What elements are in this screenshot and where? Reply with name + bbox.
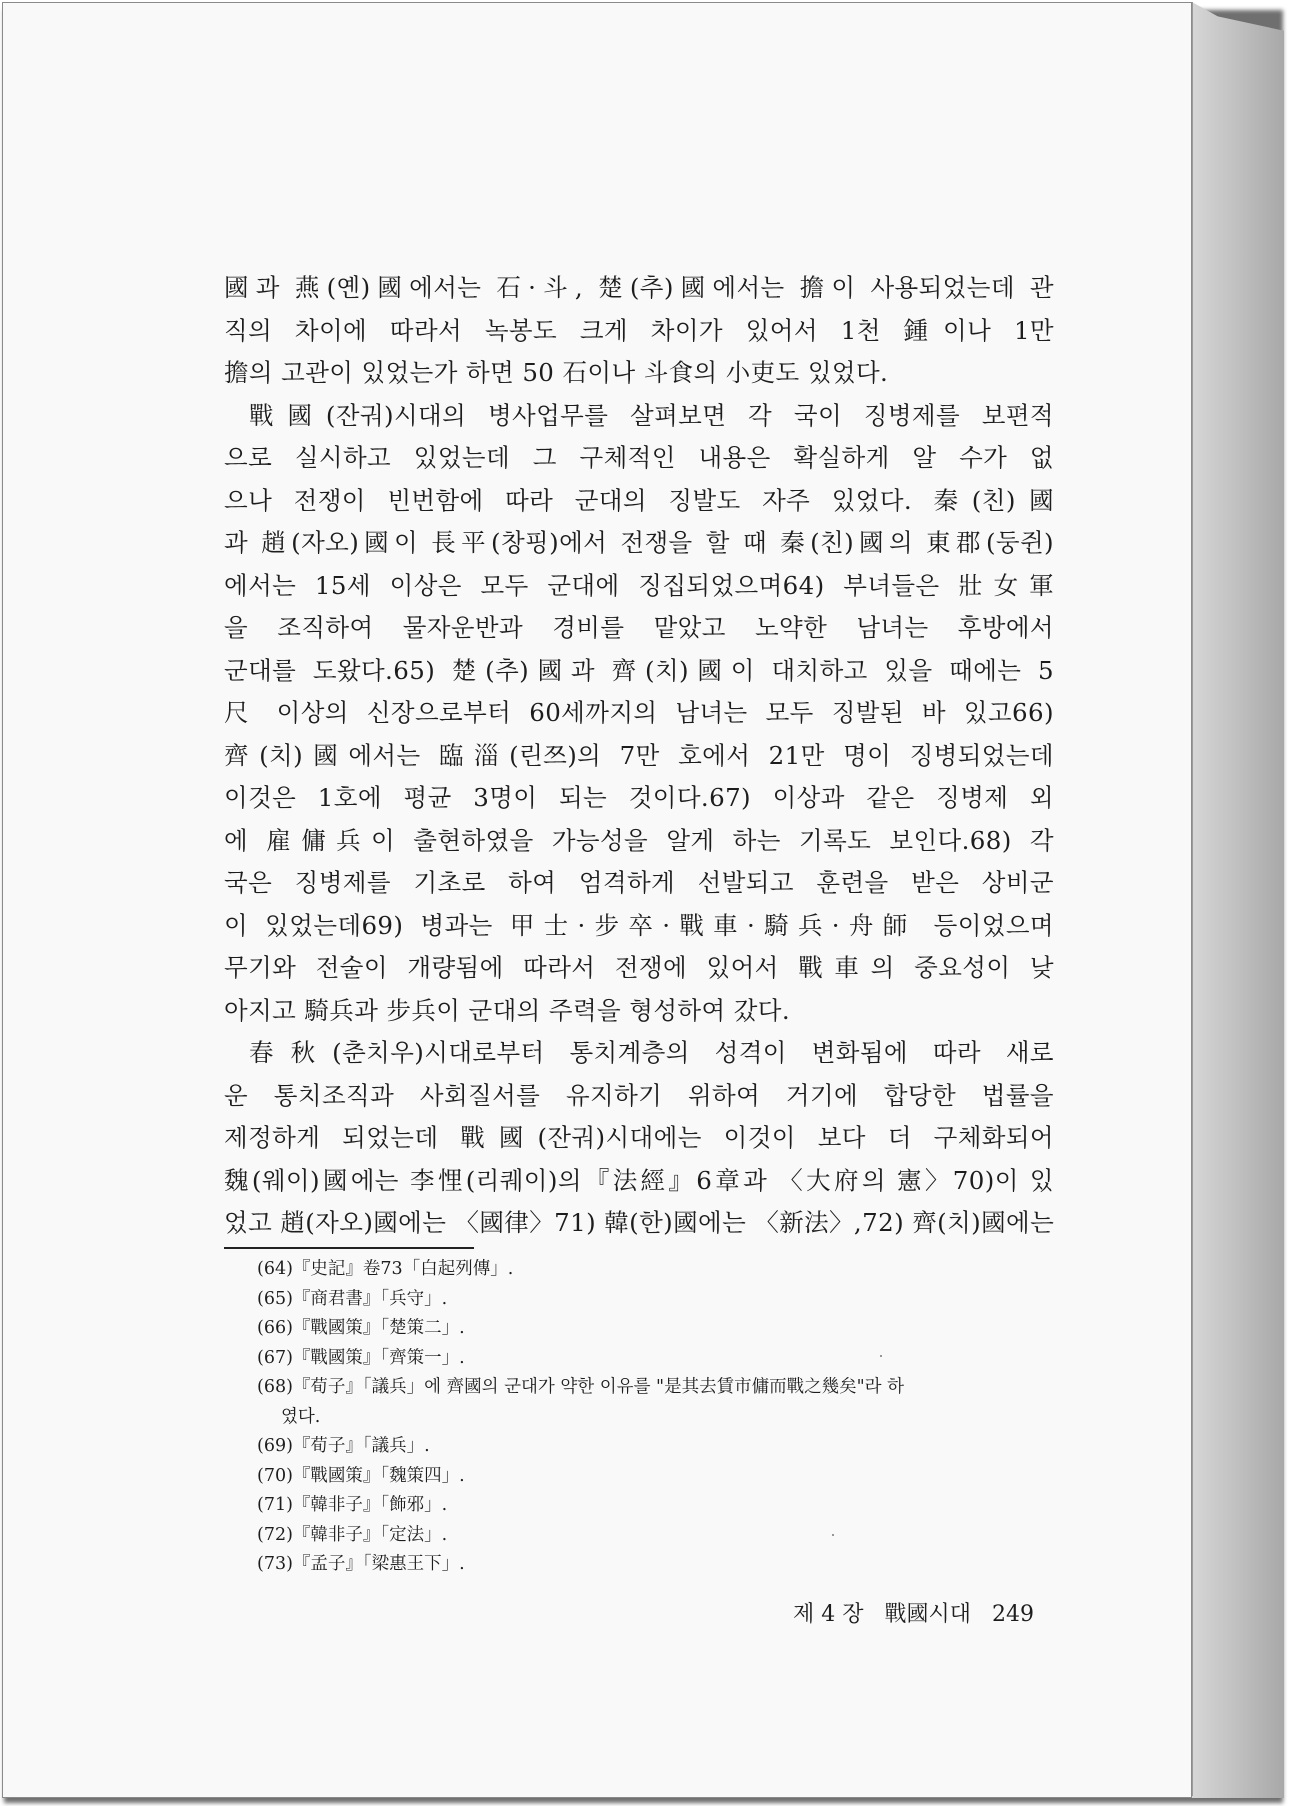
paper-speck (880, 1355, 882, 1357)
body-line: 戰國(잔궈)시대의 병사업무를 살펴보면 각 국이 징병제를 보편적 (249, 400, 1054, 430)
body-line: 尺 이상의 신장으로부터 60세까지의 남녀는 모두 징발된 바 있고66) (224, 698, 1054, 727)
footnote: (67)『戰國策』「齊策一」. (257, 1347, 465, 1368)
body-line: 군대를 도왔다.65) 楚(추)國과 齊(치)國이 대치하고 있을 때에는 5 (224, 655, 1054, 685)
footnote: (64)『史記』卷73「白起列傳」. (257, 1259, 514, 1279)
body-line: 었고 趙(자오)國에는 〈國律〉71) 韓(한)國에는 〈新法〉,72) 齊(치)國에는 (224, 1208, 1055, 1237)
body-line: 무기와 전술이 개량됨에 따라서 전쟁에 있어서 戰車의 중요성이 낮 (224, 953, 1054, 982)
footnote: (70)『戰國策』「魏策四」. (257, 1465, 465, 1486)
footnote: (72)『韓非子』「定法」. (257, 1524, 448, 1545)
body-line: 으나 전쟁이 빈번함에 따라 군대의 징발도 자주 있었다. 秦(친)國 (224, 485, 1054, 515)
footnote: (65)『商君書』「兵守」. (257, 1288, 448, 1309)
book-page (2, 2, 1192, 1798)
page-block-edge (1192, 2, 1284, 1798)
body-line: 운 통치조직과 사회질서를 유지하기 위하여 거기에 합당한 법률을 (224, 1080, 1054, 1110)
footnotes (257, 1255, 1057, 1580)
body-line: 이것은 1호에 평균 3명이 되는 것이다.67) 이상과 같은 징병제 외 (224, 783, 1054, 812)
footnote-separator (224, 1247, 474, 1249)
body-line: 국은 징병제를 기초로 하여 엄격하게 선발되고 훈련을 받은 상비군 (224, 868, 1054, 897)
body-line: 으로 실시하고 있었는데 그 구체적인 내용은 확실하게 알 수가 없 (224, 443, 1054, 472)
paper-speck (832, 1534, 834, 1536)
body-line: 아지고 騎兵과 步兵이 군대의 주력을 형성하여 갔다. (224, 995, 791, 1025)
body-line: 春秋(춘치우)시대로부터 통치계층의 성격이 변화됨에 따라 새로 (249, 1038, 1054, 1067)
body-line: 을 조직하여 물자운반과 경비를 맡았고 노약한 남녀는 후방에서 (224, 613, 1054, 642)
body-line: 이 있었는데69) 병과는 甲士·步卒·戰車·騎兵·舟師 등이었으며 (224, 910, 1054, 940)
body-line: 과 趙(자오)國이 長平(창핑)에서 전쟁을 할 때 秦(친)國의 東郡(둥쥔) (224, 528, 1054, 557)
page-number: 249 (992, 1602, 1034, 1627)
body-line: 직의 차이에 따라서 녹봉도 크게 차이가 있어서 1천 鍾이나 1만 (224, 315, 1054, 345)
body-text (224, 267, 1054, 1245)
body-line: 제정하게 되었는데 戰國(잔궈)시대에는 이것이 보다 더 구체화되어 (224, 1123, 1054, 1152)
section-label: 戰國시대 (884, 1602, 971, 1627)
body-line: 에서는 15세 이상은 모두 군대에 징집되었으며64) 부녀들은 壯女軍 (224, 570, 1054, 600)
footnote-continuation: 였다. (281, 1406, 321, 1427)
body-line: 齊(치)國에서는 臨淄(린쯔)의 7만 호에서 21만 명이 징병되었는데 (224, 740, 1054, 770)
body-line: 國과 燕(옌)國에서는 石·斗, 楚(추)國에서는 擔이 사용되었는데 관 (224, 273, 1054, 302)
page-edge-line (1192, 2, 1193, 1796)
footnote: (73)『孟子』「梁惠王下」. (257, 1554, 465, 1574)
chapter-label: 제 4 장 (792, 1602, 864, 1627)
body-line: 魏(웨이)國에는 李悝(리퀘이)의『法經』6章과 〈大府의 憲〉70)이 있 (224, 1165, 1054, 1195)
footnote: (71)『韓非子』「飾邪」. (257, 1495, 448, 1515)
running-footer (774, 1597, 1034, 1628)
footnote: (69)『荀子』「議兵」. (257, 1436, 430, 1456)
body-line: 擔의 고관이 있었는가 하면 50 石이나 斗食의 小吏도 있었다. (224, 358, 889, 387)
footnote: (68)『荀子』「議兵」에 齊國의 군대가 약한 이유를 "是其去賃市傭而戰之幾矣"라 하 (257, 1377, 905, 1397)
footnote: (66)『戰國策』「楚策二」. (257, 1318, 465, 1338)
body-line: 에 雇傭兵이 출현하였을 가능성을 알게 하는 기록도 보인다.68) 각 (224, 825, 1054, 855)
